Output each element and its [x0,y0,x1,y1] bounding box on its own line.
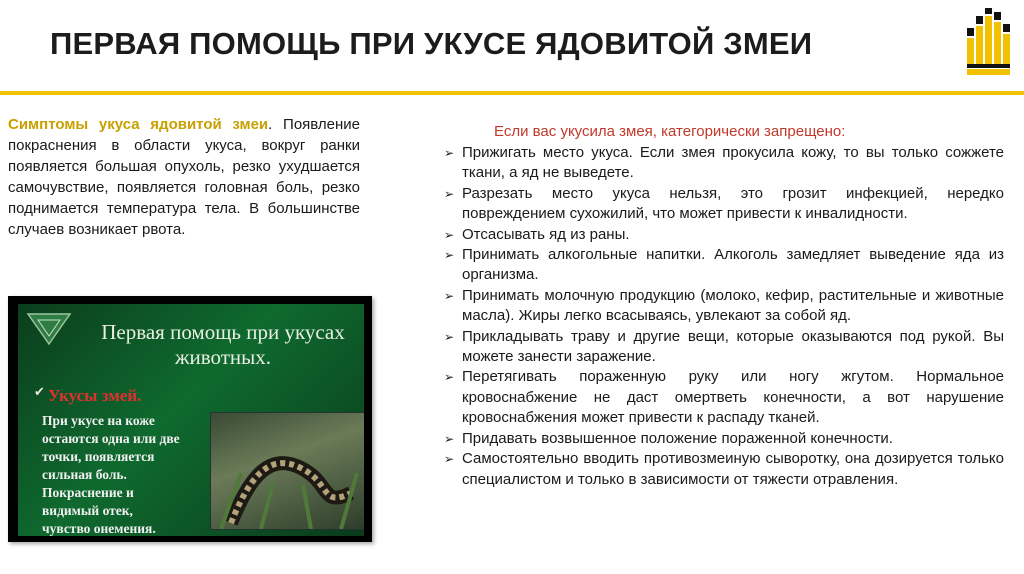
list-item [444,429,1004,449]
emblem-icon [26,310,72,348]
list-item-text: Прижигать место укуса. Если змея прокусила кожу, то вы только сожжете ткани, а яд не выведете. [462,144,1004,182]
rosneft-logo-icon [963,8,1013,78]
list-item [444,286,1004,327]
list-item [444,225,1004,245]
slide-heading: Первая помощь при укусах животных. [101,320,345,369]
arrow-bullet-icon: ➢ [444,248,455,263]
prohibited-list [444,143,1004,490]
list-item-text: Придавать возвышенное положение пораженной конечности. [462,429,893,447]
arrow-bullet-icon: ➢ [444,146,455,160]
arrow-bullet-icon: ➢ [444,431,455,446]
list-item-text: Принимать алкогольные напитки. Алкоголь замедляет выведение яда из организма. [462,246,1004,284]
arrow-bullet-icon: ➢ [444,452,455,467]
list-item [444,245,1004,286]
list-item [444,143,1004,184]
list-item-text: Перетягивать пораженную руку или ногу жгутом. Нормальное кровоснабжение не даст омертветь конечности, а вот нарушение кровоснабжения может привести к распаду тканей. [462,368,1004,427]
list-item-text: Отсасывать яд из раны. [462,225,630,243]
list-item [444,184,1004,225]
list-item-text: Самостоятельно вводить противозмеиную сыворотку, она дозируется только специалистом и только в зависимости от тяжести отравления. [462,450,1004,488]
slide-body: При укусе на коже остаются одна или две точки, появляется сильная боль. Покраснение и видимый отек, чувство онемения. [42,413,180,536]
list-item-text: Прикладывать траву и другие вещи, которые оказываются под рукой. Вы можете занести заражение. [462,327,1004,366]
arrow-bullet-icon: ➢ [444,288,455,303]
symptoms-text: Появление покраснения в области укуса, вокруг ранки появляется большая опухоль, резко ухудшается самочувствие, появляется головная боль, резко поднимается температура тела. В большинстве случаев возникает рвота. [8,116,361,238]
list-item-text: Разрезать место укуса нельзя, это грозит инфекцией, нередко повреждением сухожилий, что может привести к инвалидности. [462,184,1004,223]
slide-subheading: Укусы змей. [48,386,142,405]
slide-image [8,296,372,542]
snake-photo [210,412,364,530]
arrow-bullet-icon: ➢ [444,329,455,344]
list-item [444,367,1004,428]
page-title: ПЕРВАЯ ПОМОЩЬ ПРИ УКУСЕ ЯДОВИТОЙ ЗМЕИ [50,26,813,61]
prohibited-heading: Если вас укусила змея, категорически запрещено: [494,123,846,140]
arrow-bullet-icon: ➢ [444,227,455,242]
symptoms-block: Симптомы укуса ядовитой змеи. Появление покраснения в области укуса, вокруг ранки появляется большая опухоль, резко ухудшается самочувствие, появляется головная боль, резко поднимается температура тела. В большинстве случаев возникает рвота. [8,116,361,238]
list-item [444,327,1004,368]
list-item [444,449,1004,490]
checkmark-icon: ✔ [34,384,45,399]
arrow-bullet-icon: ➢ [444,186,455,201]
header-divider [0,91,1024,95]
symptoms-title: Симптомы укуса ядовитой змеи [8,116,269,133]
list-item-text: Принимать молочную продукцию (молоко, кефир, растительные и животные масла). Жиры легко всасываясь, увлекают за собой яд. [462,286,1004,325]
arrow-bullet-icon: ➢ [444,370,455,385]
